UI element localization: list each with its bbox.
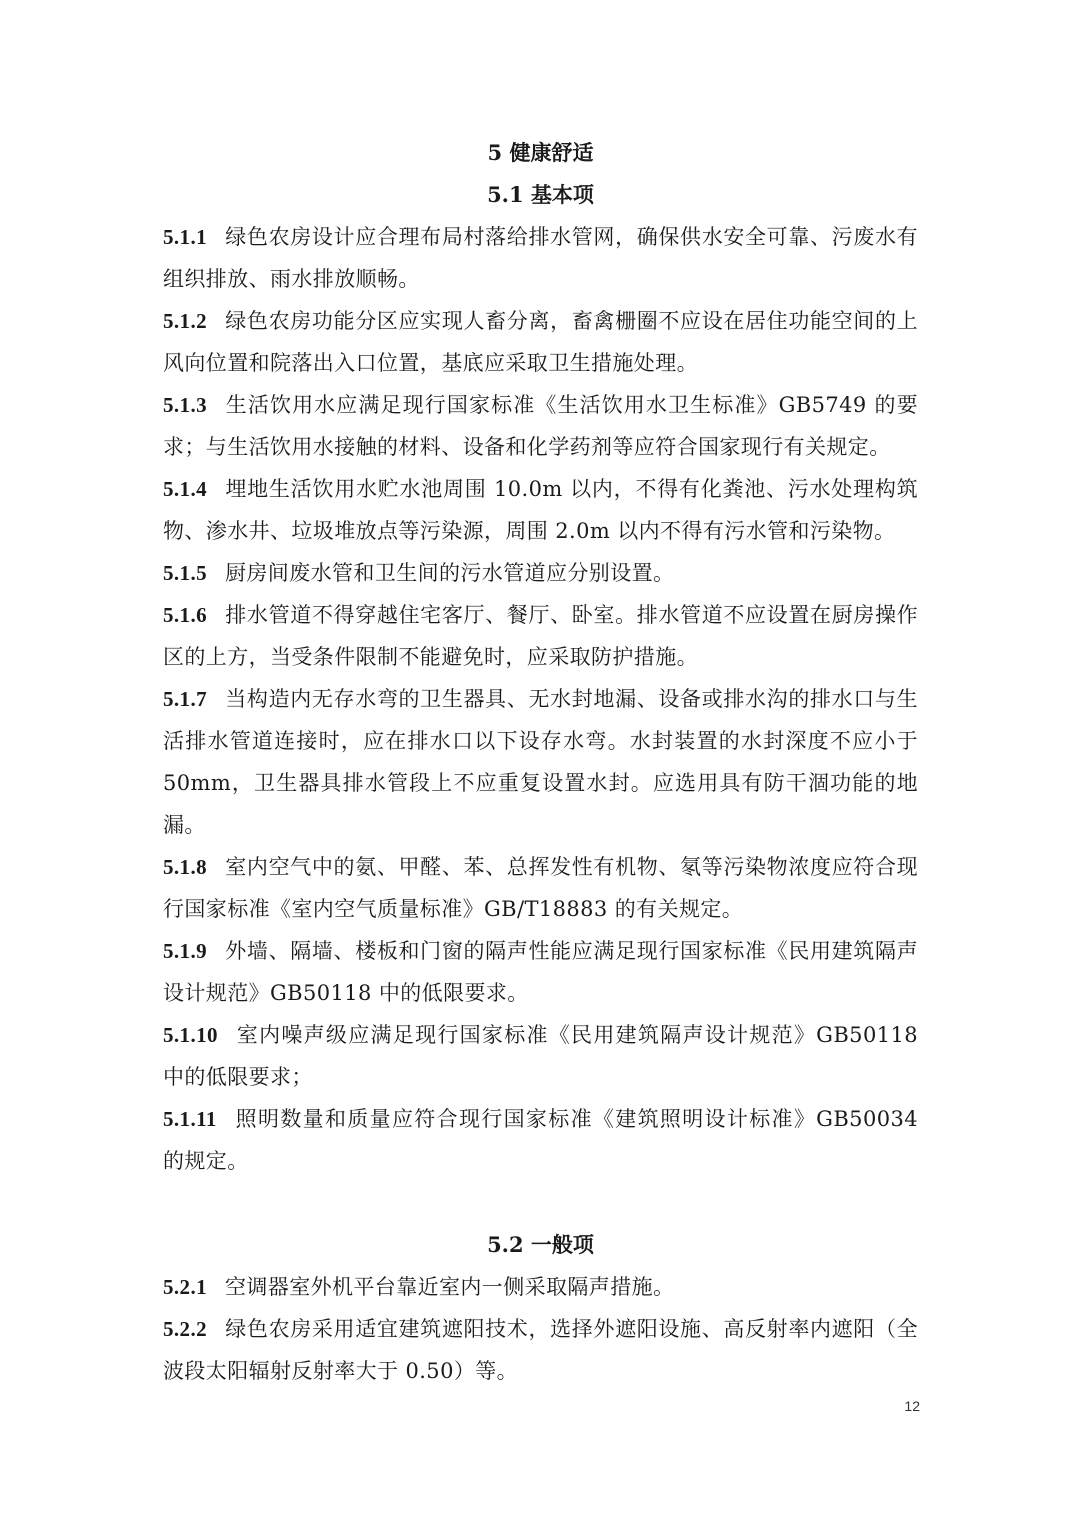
section-heading-5-1: 5.1 基本项 xyxy=(487,182,594,207)
clause-number: 5.1.8 xyxy=(163,855,207,879)
clause-text: 室内噪声级应满足现行国家标准《民用建筑隔声设计规范》GB50118 中的低限要求； xyxy=(163,1023,918,1089)
document-body xyxy=(163,132,918,1392)
clause-5-1-11 xyxy=(163,1098,918,1182)
clause-5-2-1 xyxy=(163,1266,918,1308)
clause-number: 5.1.11 xyxy=(163,1107,217,1131)
clause-number: 5.1.10 xyxy=(163,1023,218,1047)
clause-5-2-2 xyxy=(163,1308,918,1392)
clause-5-1-6 xyxy=(163,594,918,678)
chapter-title: 5 健康舒适 xyxy=(487,140,594,165)
clause-number: 5.1.7 xyxy=(163,687,207,711)
clause-5-1-1 xyxy=(163,216,918,300)
clause-5-1-10 xyxy=(163,1014,918,1098)
clause-5-1-3 xyxy=(163,384,918,468)
clause-5-1-5 xyxy=(163,552,918,594)
clause-text: 埋地生活饮用水贮水池周围 10.0m 以内，不得有化粪池、污水处理构筑物、渗水井、垃圾堆放点等污染源，周围 2.0m 以内不得有污水管和污染物。 xyxy=(163,477,918,543)
clause-5-1-8 xyxy=(163,846,918,930)
clause-text: 照明数量和质量应符合现行国家标准《建筑照明设计标准》GB50034 的规定。 xyxy=(163,1107,918,1173)
clause-number: 5.1.1 xyxy=(163,225,207,249)
clause-text: 绿色农房设计应合理布局村落给排水管网，确保供水安全可靠、污废水有组织排放、雨水排放顺畅。 xyxy=(163,225,918,291)
section-heading-5-2: 5.2 一般项 xyxy=(487,1232,594,1257)
clause-5-1-2 xyxy=(163,300,918,384)
clause-number: 5.1.6 xyxy=(163,603,207,627)
clause-number: 5.1.9 xyxy=(163,939,207,963)
clause-number: 5.2.2 xyxy=(163,1317,207,1341)
clause-text: 室内空气中的氨、甲醛、苯、总挥发性有机物、氡等污染物浓度应符合现行国家标准《室内空气质量标准》GB/T18883 的有关规定。 xyxy=(163,855,918,921)
clause-5-1-4 xyxy=(163,468,918,552)
clause-number: 5.1.5 xyxy=(163,561,207,585)
clause-text: 空调器室外机平台靠近室内一侧采取隔声措施。 xyxy=(225,1275,675,1299)
section-spacer xyxy=(163,1182,918,1224)
clause-text: 生活饮用水应满足现行国家标准《生活饮用水卫生标准》GB5749 的要求；与生活饮用水接触的材料、设备和化学药剂等应符合国家现行有关规定。 xyxy=(163,393,918,459)
clause-text: 厨房间废水管和卫生间的污水管道应分别设置。 xyxy=(225,561,675,585)
clause-text: 当构造内无存水弯的卫生器具、无水封地漏、设备或排水沟的排水口与生活排水管道连接时，应在排水口以下设存水弯。水封装置的水封深度不应小于 50mm，卫生器具排水管段上不应重复设置水封。应选用具有防干涸功能的地漏。 xyxy=(163,687,918,837)
clause-number: 5.1.3 xyxy=(163,393,207,417)
clause-number: 5.1.2 xyxy=(163,309,207,333)
clause-number: 5.2.1 xyxy=(163,1275,207,1299)
clause-number: 5.1.4 xyxy=(163,477,207,501)
clause-text: 排水管道不得穿越住宅客厅、餐厅、卧室。排水管道不应设置在厨房操作区的上方，当受条件限制不能避免时，应采取防护措施。 xyxy=(163,603,918,669)
clause-text: 外墙、隔墙、楼板和门窗的隔声性能应满足现行国家标准《民用建筑隔声设计规范》GB50118 中的低限要求。 xyxy=(163,939,918,1005)
clause-5-1-7 xyxy=(163,678,918,846)
clause-text: 绿色农房采用适宜建筑遮阳技术，选择外遮阳设施、高反射率内遮阳（全波段太阳辐射反射率大于 0.50）等。 xyxy=(163,1317,918,1383)
clause-5-1-9 xyxy=(163,930,918,1014)
page-number: 12 xyxy=(904,1398,920,1414)
clause-text: 绿色农房功能分区应实现人畜分离，畜禽栅圈不应设在居住功能空间的上风向位置和院落出入口位置，基底应采取卫生措施处理。 xyxy=(163,309,918,375)
